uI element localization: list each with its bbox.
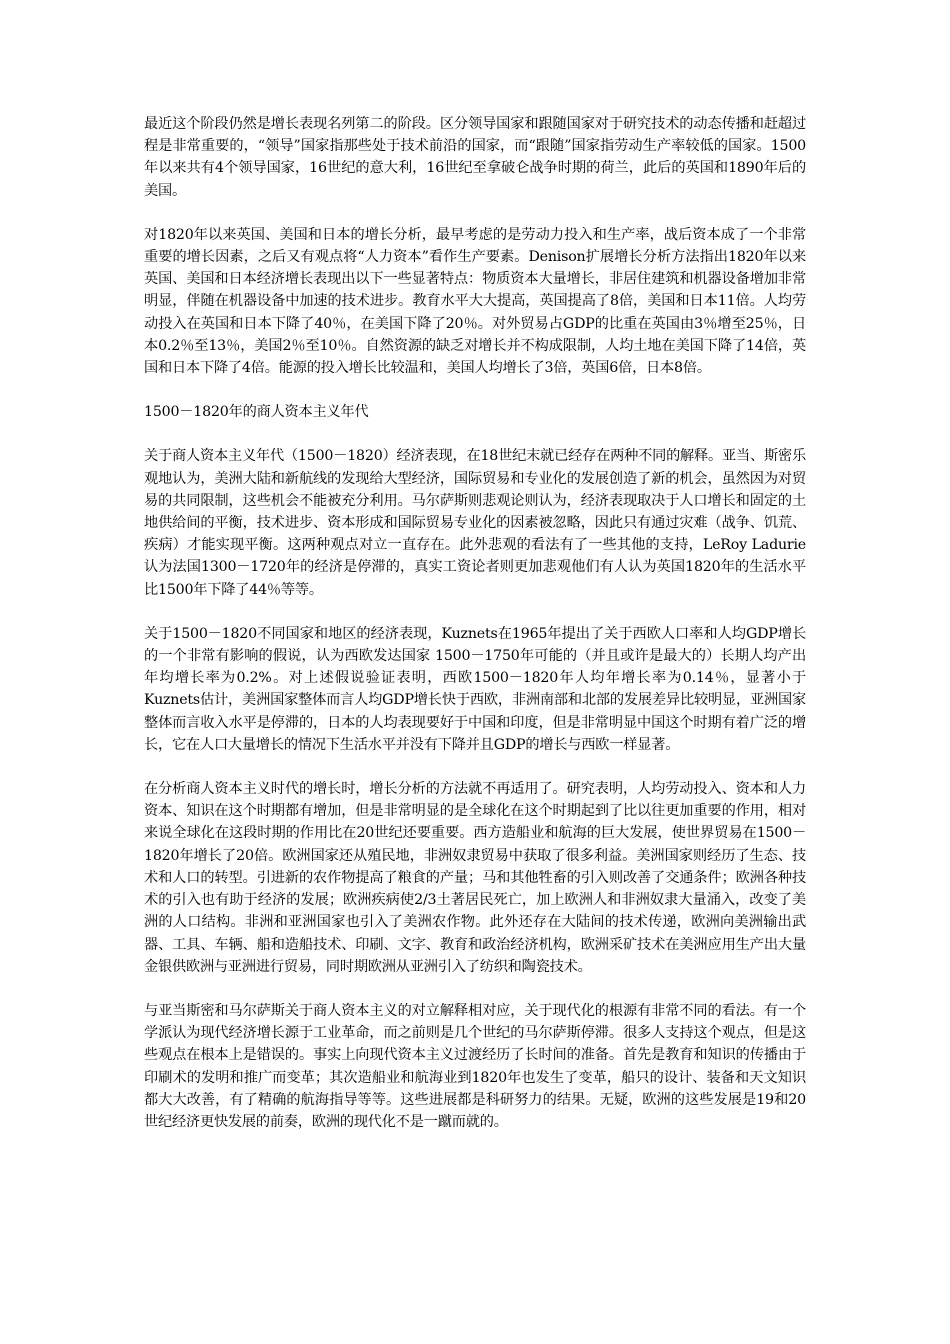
document-page [144,113,806,1155]
paragraph-globalization: 在分析商人资本主义时代的增长时，增长分析的方法就不再适用了。研究表明，人均劳动投入、资本和人力资本、知识在这个时期都有增加，但是非常明显的是全球化在这个时期起到了比以往更加重要的作用，相对来说全球化在这段时期的作用比在20世纪还要重要。西方造船业和航海的巨大发展，使世界贸易在1500－1820年增长了20倍。欧洲国家还从殖民地，非洲奴隶贸易中获取了很多利益。美洲国家则经历了生态、技术和人口的转型。引进新的农作物提高了粮食的产量；马和其他牲畜的引入则改善了交通条件；欧洲各种技术的引入也有助于经济的发展；欧洲疾病使2/3土著居民死亡，加上欧洲人和非洲奴隶大量涌入，改变了美洲的人口结构。非洲和亚洲国家也引入了美洲农作物。此外还存在大陆间的技术传递，欧洲向美洲输出武器、工具、车辆、船和造船技术、印刷、文字、教育和政治经济机构，欧洲采矿技术在美洲应用生产出大量金银供欧洲与亚洲进行贸易，同时期欧洲从亚洲引入了纺织和陶瓷技术。 [144,781,806,975]
paragraph-interpretations: 关于商人资本主义年代（1500－1820）经济表现，在18世纪末就已经存在两种不同的解释。亚当、斯密乐观地认为，美洲大陆和新航线的发现给大型经济，国际贸易和专业化的发展创造了新的机会，虽然因为对贸易的共同限制，这些机会不能被充分利用。马尔萨斯则悲观论则认为，经济表现取决于人口增长和固定的土地供给间的平衡，技术进步、资本形成和国际贸易专业化的因素被忽略，因此只有通过灾难（战争、饥荒、疾病）才能实现平衡。这两种观点对立一直存在。此外悲观的看法有了一些其他的支持，LeRoy Ladurie认为法国1300－1720年的经济是停滞的，真实工资论者则更加悲观他们有人认为英国1820年的生活水平比1500年下降了44％等等。 [144,448,806,598]
paragraph-kuznets: 关于1500－1820不同国家和地区的经济表现，Kuznets在1965年提出了关于西欧人口率和人均GDP增长的一个非常有影响的假说，认为西欧发达国家 1500－1750年可能的（并且或许是最大的）长期人均产出年均增长率为0.2%。对上述假说验证表明，西欧1500－1820年人均年增长率为0.14％，显著小于Kuznets估计，美洲国家整体而言人均GDP增长快于西欧，非洲南部和北部的发展差异比较明显，亚洲国家整体而言收入水平是停滞的，日本的人均表现要好于中国和印度，但是非常明显中国这个时期有着广泛的增长，它在人口大量增长的情况下生活水平并没有下降并且GDP的增长与西欧一样显著。 [144,625,806,753]
section-heading: 1500－1820年的商人资本主义年代 [144,404,369,421]
paragraph-leading-country: 最近这个阶段仍然是增长表现名列第二的阶段。区分领导国家和跟随国家对于研究技术的动态传播和赶超过程是非常重要的，“领导”国家指那些处于技术前沿的国家，而“跟随”国家指劳动生产率较低的国家。1500年以来共有4个领导国家，16世纪的意大利，16世纪至拿破仑战争时期的荷兰，此后的英国和1890年后的美国。 [144,116,806,199]
paragraph-growth-analysis-1820: 对1820年以来英国、美国和日本的增长分析，最早考虑的是劳动力投入和生产率，战后资本成了一个非常重要的增长因素，之后又有观点将“人力资本”看作生产要素。Denison扩展增长分析方法指出1820年以来英国、美国和日本经济增长表现出以下一些显著特点：物质资本大量增长，非居住建筑和机器设备增加非常明显，伴随在机器设备中加速的技术进步。教育水平大大提高，英国提高了8倍，美国和日本11倍。人均劳动投入在英国和日本下降了40％，在美国下降了20％。对外贸易占GDP的比重在英国由3％增至25％，日本0.2％至13％，美国2％至10％。自然资源的缺乏对增长并不构成限制，人均土地在美国下降了14倍，英国和日本下降了4倍。能源的投入增长比较温和，美国人均增长了3倍，英国6倍，日本8倍。 [144,226,806,377]
paragraph-modernization: 与亚当斯密和马尔萨斯关于商人资本主义的对立解释相对应，关于现代化的根源有非常不同的看法。有一个学派认为现代经济增长源于工业革命，而之前则是几个世纪的马尔萨斯停滞。很多人支持这个观点，但是这些观点在根本上是错误的。事实上向现代资本主义过渡经历了长时间的准备。首先是教育和知识的传播由于印刷术的发明和推广而变革；其次造船业和航海业到1820年也发生了变革，船只的设计、装备和天文知识都大大改善，有了精确的航海指导等等。这些进展都是科研努力的结果。无疑，欧洲的这些发展是19和20世纪经济更快发展的前奏，欧洲的现代化不是一蹴而就的。 [144,1002,806,1130]
